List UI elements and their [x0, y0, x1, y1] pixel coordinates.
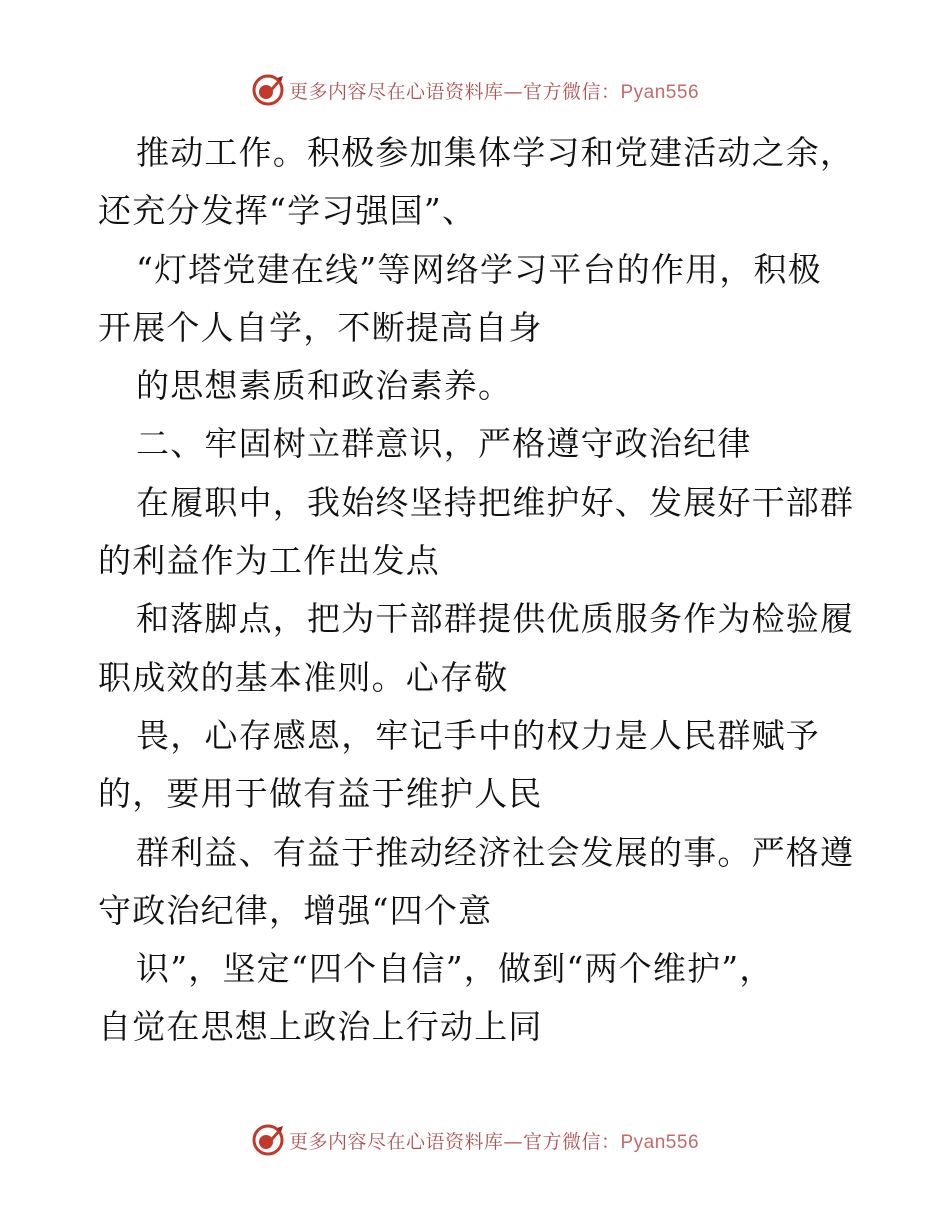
- text-line: 群利益、有益于推动经济社会发展的事。严格遵: [136, 832, 855, 872]
- section-heading: 二、牢固树立群意识，严格遵守政治纪律: [136, 424, 752, 464]
- header-contact: Pyan556: [620, 81, 700, 103]
- quill-logo-icon: [251, 73, 285, 107]
- footer-contact: Pyan556: [620, 1131, 700, 1153]
- text-line: 的，要用于做有益于维护人民: [98, 774, 543, 814]
- document-body: [98, 124, 858, 1057]
- text-line: 还充分发挥“学习强国”、: [98, 191, 477, 231]
- text-line: 畏，心存感恩，牢记手中的权力是人民群赋予: [136, 715, 820, 755]
- text-line: 职成效的基本准则。心存敬: [98, 657, 509, 697]
- text-line: 守政治纪律，增强“四个意: [98, 890, 493, 930]
- header-banner-text: 更多内容尽在心语资料库—官方微信：Pyan556: [288, 80, 700, 103]
- text-line: 和落脚点，把为干部群提供优质服务作为检验履: [136, 599, 855, 639]
- footer-banner: [0, 1118, 950, 1162]
- footer-banner-text: 更多内容尽在心语资料库—官方微信：Pyan556: [288, 1130, 700, 1153]
- text-line: 的利益作为工作出发点: [98, 541, 440, 581]
- text-line: 在履职中，我始终坚持把维护好、发展好干部群: [136, 482, 855, 522]
- header-banner: [0, 68, 950, 112]
- text-line: 识”，坚定“四个自信”，做到“两个维护”，: [136, 949, 774, 989]
- quill-logo-icon: [251, 1123, 285, 1157]
- text-line: 开展个人自学，不断提高自身: [98, 307, 543, 347]
- text-line: 推动工作。积极参加集体学习和党建活动之余，: [136, 133, 855, 172]
- text-line: 的思想素质和政治素养。: [136, 366, 513, 406]
- text-line: 自觉在思想上政治上行动上同: [98, 1007, 543, 1047]
- text-line: “灯塔党建在线”等网络学习平台的作用，积极: [136, 249, 822, 289]
